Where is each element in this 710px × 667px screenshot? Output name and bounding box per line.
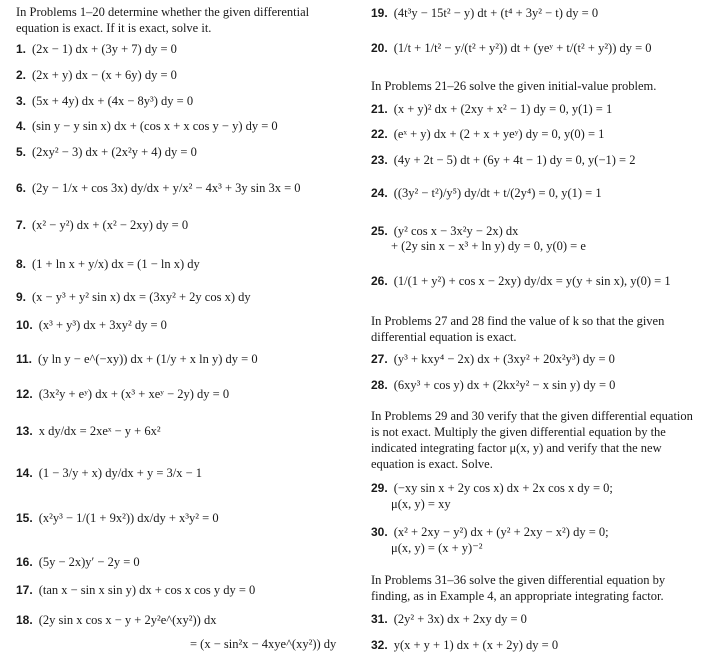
problem-27: 27. (y³ + kxy⁴ − 2x) dx + (3xy² + 20x²y³) dy = 0	[371, 352, 615, 366]
problem-30-factor: μ(x, y) = (x + y)⁻²	[391, 541, 483, 555]
problem-20: 20. (1/t + 1/t² − y/(t² + y²)) dt + (yeʸ + t/(t² + y²)) dy = 0	[371, 41, 652, 55]
problem-32: 32. y(x + y + 1) dx + (x + 2y) dy = 0	[371, 638, 559, 652]
problem-19: 19. (4t³y − 15t² − y) dt + (t⁴ + 3y² − t) dy = 0	[371, 6, 599, 20]
problem-11: 11. (y ln y − e^(−xy)) dx + (1/y + x ln y) dy = 0	[16, 352, 258, 366]
problem-26: 26. (1/(1 + y²) + cos x − 2xy) dy/dx = y(y + sin x), y(0) = 1	[371, 274, 671, 288]
problem-29-factor: μ(x, y) = xy	[391, 497, 451, 511]
problem-8: 8. (1 + ln x + y/x) dx = (1 − ln x) dy	[16, 257, 200, 271]
problem-16: 16. (5y − 2x)y′ − 2y = 0	[16, 555, 140, 569]
problem-31: 31. (2y² + 3x) dx + 2xy dy = 0	[371, 612, 527, 626]
problem-21: 21. (x + y)² dx + (2xy + x² − 1) dy = 0, y(1) = 1	[371, 102, 613, 116]
problem-30: 30. (x² + 2xy − y²) dx + (y² + 2xy − x²) dy = 0;	[371, 525, 609, 539]
problem-25-continued: + (2y sin x − x³ + ln y) dy = 0, y(0) = e	[391, 239, 586, 253]
problem-5: 5. (2xy² − 3) dx + (2x²y + 4) dy = 0	[16, 145, 197, 159]
problem-13: 13. x dy/dx = 2xeˣ − y + 6x²	[16, 424, 161, 438]
intro-problems-21-26: In Problems 21–26 solve the given initial-value problem.	[371, 79, 657, 93]
problem-2: 2. (2x + y) dx − (x + 6y) dy = 0	[16, 68, 177, 82]
problem-22: 22. (eˣ + y) dx + (2 + x + yeʸ) dy = 0, y(0) = 1	[371, 127, 605, 141]
problem-14: 14. (1 − 3/y + x) dy/dx + y = 3/x − 1	[16, 466, 203, 480]
problem-25: 25. (y² cos x − 3x²y − 2x) dx	[371, 224, 519, 238]
problem-18: 18. (2y sin x cos x − y + 2y²e^(xy²)) dx	[16, 613, 217, 627]
intro-problems-31-36: In Problems 31–36 solve the given differential equation by finding, as in Example 4, an appropriate integrating factor.	[371, 573, 666, 603]
problem-28: 28. (6xy³ + cos y) dx + (2kx²y² − x sin y) dy = 0	[371, 378, 616, 392]
problem-15: 15. (x²y³ − 1/(1 + 9x²)) dx/dy + x³y² = 0	[16, 511, 219, 525]
problem-18-continued: = (x − sin²x − 4xye^(xy²)) dy	[190, 637, 337, 651]
problem-29: 29. (−xy sin x + 2y cos x) dx + 2x cos x dy = 0;	[371, 481, 613, 495]
problem-24: 24. ((3y² − t²)/y⁵) dy/dt + t/(2y⁴) = 0, y(1) = 1	[371, 186, 602, 200]
problem-9: 9. (x − y³ + y² sin x) dx = (3xy² + 2y cos x) dy	[16, 290, 251, 304]
problem-6: 6. (2y − 1/x + cos 3x) dy/dx + y/x² − 4x³ + 3y sin 3x = 0	[16, 181, 301, 195]
problem-3: 3. (5x + 4y) dx + (4x − 8y³) dy = 0	[16, 94, 194, 108]
intro-problems-29-30: In Problems 29 and 30 verify that the given differential equation is not exact. Multiply the given differential equation by the indicated integrating factor μ(x, y) and verify that the new equation is exact. Solve.	[371, 409, 693, 471]
intro-problems-27-28: In Problems 27 and 28 find the value of k so that the given differential equation is exact.	[371, 314, 665, 344]
problem-1: 1. (2x − 1) dx + (3y + 7) dy = 0	[16, 42, 177, 56]
problem-17: 17. (tan x − sin x sin y) dx + cos x cos y dy = 0	[16, 583, 256, 597]
problem-10: 10. (x³ + y³) dx + 3xy² dy = 0	[16, 318, 167, 332]
intro-problems-1-20: In Problems 1–20 determine whether the given differential equation is exact. If it is exact, solve it.	[16, 5, 310, 35]
problem-23: 23. (4y + 2t − 5) dt + (6y + 4t − 1) dy = 0, y(−1) = 2	[371, 153, 636, 167]
problem-7: 7. (x² − y²) dx + (x² − 2xy) dy = 0	[16, 218, 189, 232]
problem-12: 12. (3x²y + eʸ) dx + (x³ + xeʸ − 2y) dy = 0	[16, 387, 230, 401]
problem-4: 4. (sin y − y sin x) dx + (cos x + x cos y − y) dy = 0	[16, 119, 278, 133]
